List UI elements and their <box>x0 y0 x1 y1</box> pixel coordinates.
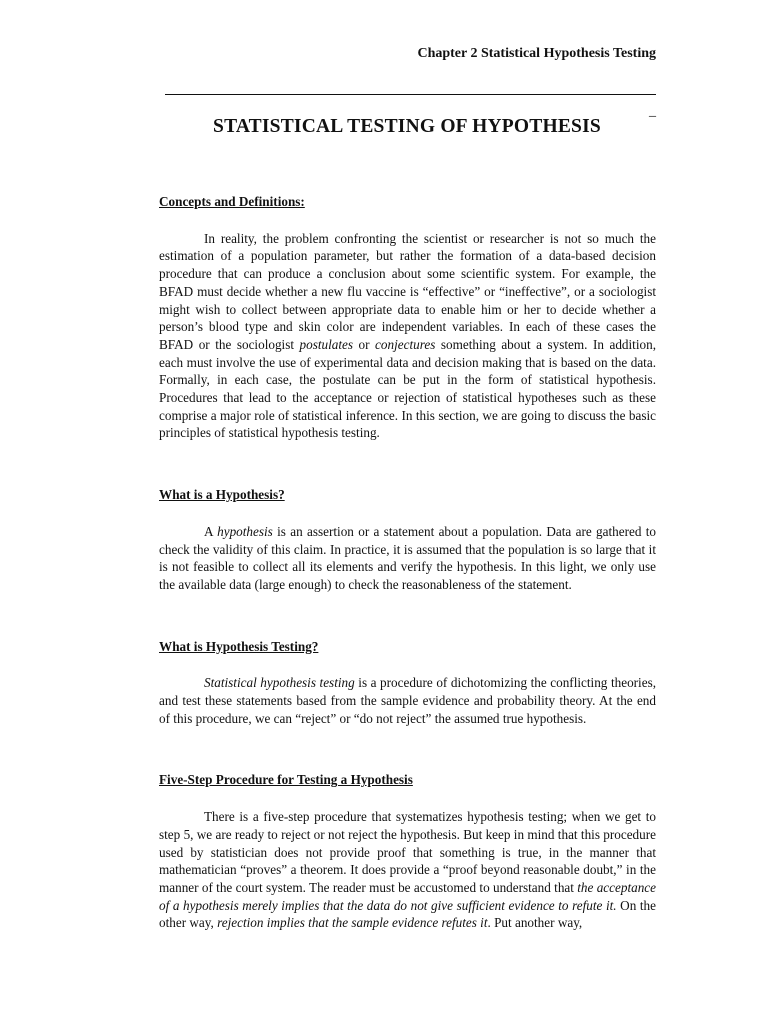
paragraph-five-step <box>159 808 656 932</box>
section-heading-five-step: Five-Step Procedure for Testing a Hypothesis <box>159 772 413 788</box>
text-run: There is a five-step procedure that systematizes hypothesis testing; when we get to step 5, we are ready to reject or not reject the hypothesis. But keep in mind that this procedure used by statistician does not provide proof that something is true, in the manner that mathematician “proves” a theorem. It does provide a “proof beyond reasonable doubt,” in the manner of the court system. The reader must be accustomed to understand that <box>159 809 656 895</box>
running-header: Chapter 2 Statistical Hypothesis Testing <box>417 46 656 61</box>
text-run: or <box>353 336 376 352</box>
section-heading-hypothesis: What is a Hypothesis? <box>159 487 285 503</box>
header-rule <box>165 94 656 95</box>
section-testing <box>159 638 656 728</box>
text-run: A <box>204 523 218 539</box>
document-title: STATISTICAL TESTING OF HYPOTHESIS <box>213 116 601 137</box>
section-concepts <box>159 193 656 442</box>
italic-text-statistical-hypothesis-testing: Statistical hypothesis testing <box>204 675 355 691</box>
text-run: something about a system. In addition, each must involve the use of experimental data and decision making that is based on the data. Formally, in each case, the postulate can be put in the form of statistical hypothesis. Procedures that lead to the acceptance or rejection of statistical hypotheses such as these comprise a major role of statistical inference. In this section, we are going to discuss the basic principles of statistical hypothesis testing. <box>159 336 656 441</box>
italic-text-hypothesis: hypothesis <box>217 523 273 539</box>
italic-text-acceptance: the acceptance of a hypothesis merely implies that the data do not give sufficient evidence to refute it. <box>159 879 657 913</box>
italic-text-conjectures: conjectures <box>375 336 436 352</box>
section-five-step <box>159 771 656 932</box>
text-run: . Put another way, <box>487 915 583 931</box>
paragraph-concepts <box>159 230 656 442</box>
italic-text-rejection: rejection implies that the sample evidence refutes it <box>217 915 488 931</box>
document-body <box>159 193 656 932</box>
paragraph-hypothesis <box>159 523 656 594</box>
text-run: In reality, the problem confronting the scientist or researcher is not so much the estimation of a population parameter, but rather the formation of a data-based decision procedure that can produce a conclusion about some scientific system. For example, the BFAD must decide whether a new flu vaccine is “effective” or “ineffective”, or a sociologist might wish to collect between appropriate data to enable him or her to decide whether a person’s blood type and skin color are independent variables. In each of these cases the BFAD or the sociologist <box>159 230 656 352</box>
paragraph-testing <box>159 674 656 727</box>
section-hypothesis <box>159 486 656 594</box>
text-run: On the other way, <box>159 897 656 931</box>
text-run: is an assertion or a statement about a population. Data are gathered to check the validity of this claim. In practice, it is assumed that the population is so large that it is not feasible to collect all its elements and verify the hypothesis. In this light, we only use the available data (large enough) to check the reasonableness of the statement. <box>159 523 657 592</box>
section-heading-concepts: Concepts and Definitions: <box>159 194 305 209</box>
section-heading-testing: What is Hypothesis Testing? <box>159 638 319 654</box>
italic-text-postulates: postulates <box>299 336 354 352</box>
text-run: is a procedure of dichotomizing the conflicting theories, and test these statements based from the sample evidence and probability theory. At the end of this procedure, we can “reject” or “do not reject” the assumed true hypothesis. <box>159 675 656 726</box>
header-rule-dash: _ <box>649 104 656 119</box>
